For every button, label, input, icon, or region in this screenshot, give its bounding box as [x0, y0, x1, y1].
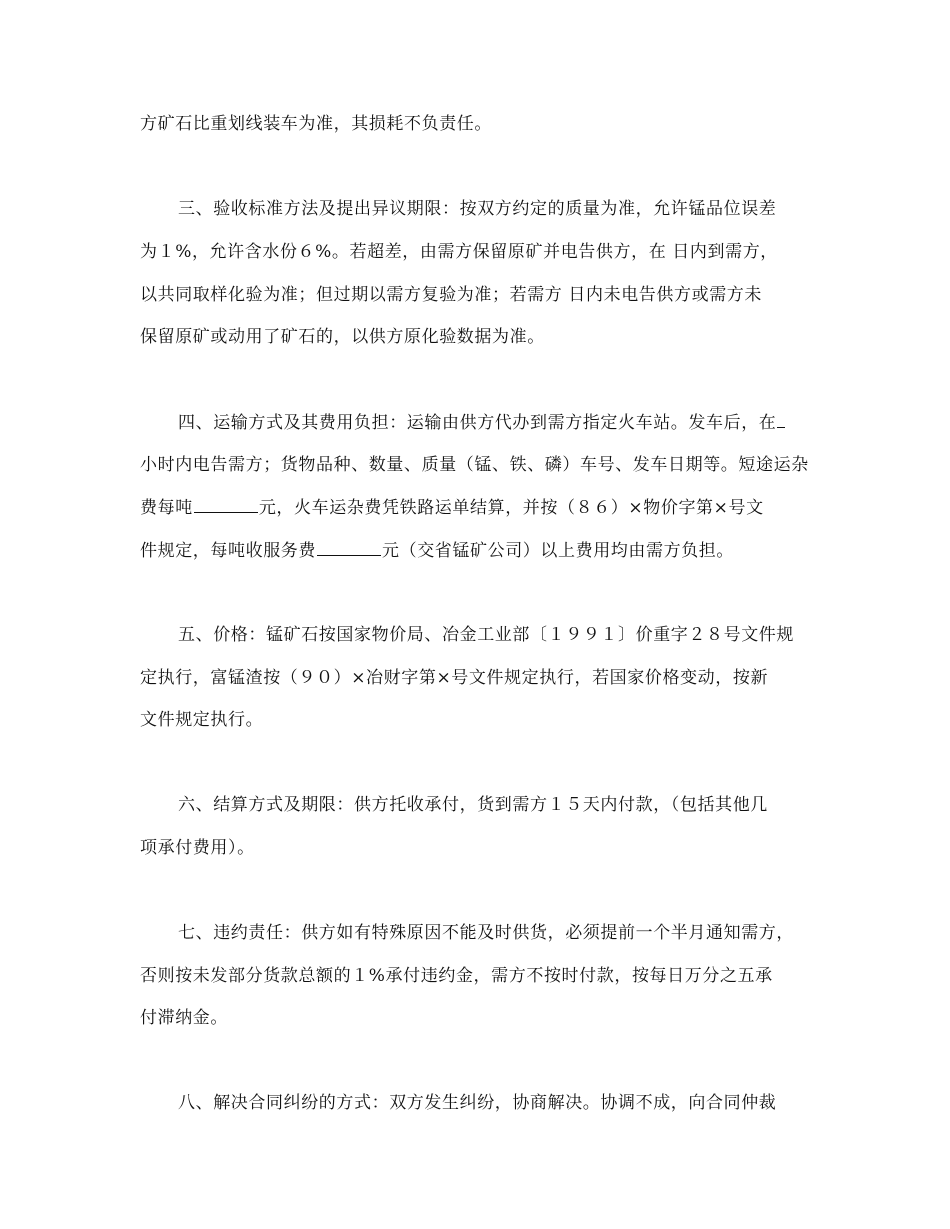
text-line: [140, 495, 764, 519]
text-segment: 元，火车运杂费凭铁路运单结算，并按（８６）×物价字第×号文: [258, 498, 764, 518]
section-three-heading-line: 三、验收标准方法及提出异议期限：按双方约定的质量为准，允许锰品位误差: [178, 199, 777, 219]
text-line: 方矿石比重划线装车为准，其损耗不负责任。: [140, 114, 492, 134]
text-line: 定执行，富锰渣按（９０）×冶财字第×号文件规定执行，若国家价格变动，按新: [140, 668, 769, 688]
section-seven-heading-line: 七、违约责任：供方如有特殊原因不能及时供货，必须提前一个半月通知需方，: [178, 923, 794, 943]
text-line: 项承付费用）。: [140, 838, 255, 858]
fill-in-blank: [194, 495, 258, 513]
section-five-heading-line: 五、价格：锰矿石按国家物价局、冶金工业部〔１９９１〕价重字２８号文件规: [178, 625, 794, 645]
fill-in-blank: [317, 538, 381, 556]
text-line: 否则按未发部分货款总额的１%承付违约金，需方不按时付款，按每日万分之五承: [140, 966, 773, 986]
section-six-heading-line: 六、结算方式及期限：供方托收承付，货到需方１５天内付款，（包括其他几: [178, 795, 768, 815]
text-line: 为１%，允许含水份６%。若超差，由需方保留原矿并电告供方，在 日内到需方，: [140, 242, 778, 262]
text-line: 保留原矿或动用了矿石的，以供方原化验数据为准。: [140, 327, 545, 347]
text-line: 以共同取样化验为准；但过期以需方复验为准；若需方 日内未电告供方或需方未: [140, 285, 763, 305]
text-line: [140, 538, 734, 562]
fill-in-blank: [777, 410, 785, 428]
text-line: 文件规定执行。: [140, 710, 264, 730]
text-line: 付滞纳金。: [140, 1008, 228, 1028]
section-eight-heading-line: 八、解决合同纠纷的方式：双方发生纠纷，协商解决。协调不成，向合同仲裁: [178, 1093, 777, 1113]
text-segment: 件规定，每吨收服务费: [140, 541, 316, 561]
text-line: 小时内电告需方；货物品种、数量、质量（锰、铁、磷）车号、发车日期等。短途运杂: [140, 455, 809, 475]
text-segment: 费每吨: [140, 498, 193, 518]
text-segment: 四、运输方式及其费用负担：运输由供方代办到需方指定火车站。发车后，在: [178, 413, 777, 433]
text-segment: 元（交省锰矿公司）以上费用均由需方负担。: [382, 541, 734, 561]
section-four-heading-line: [178, 410, 786, 434]
